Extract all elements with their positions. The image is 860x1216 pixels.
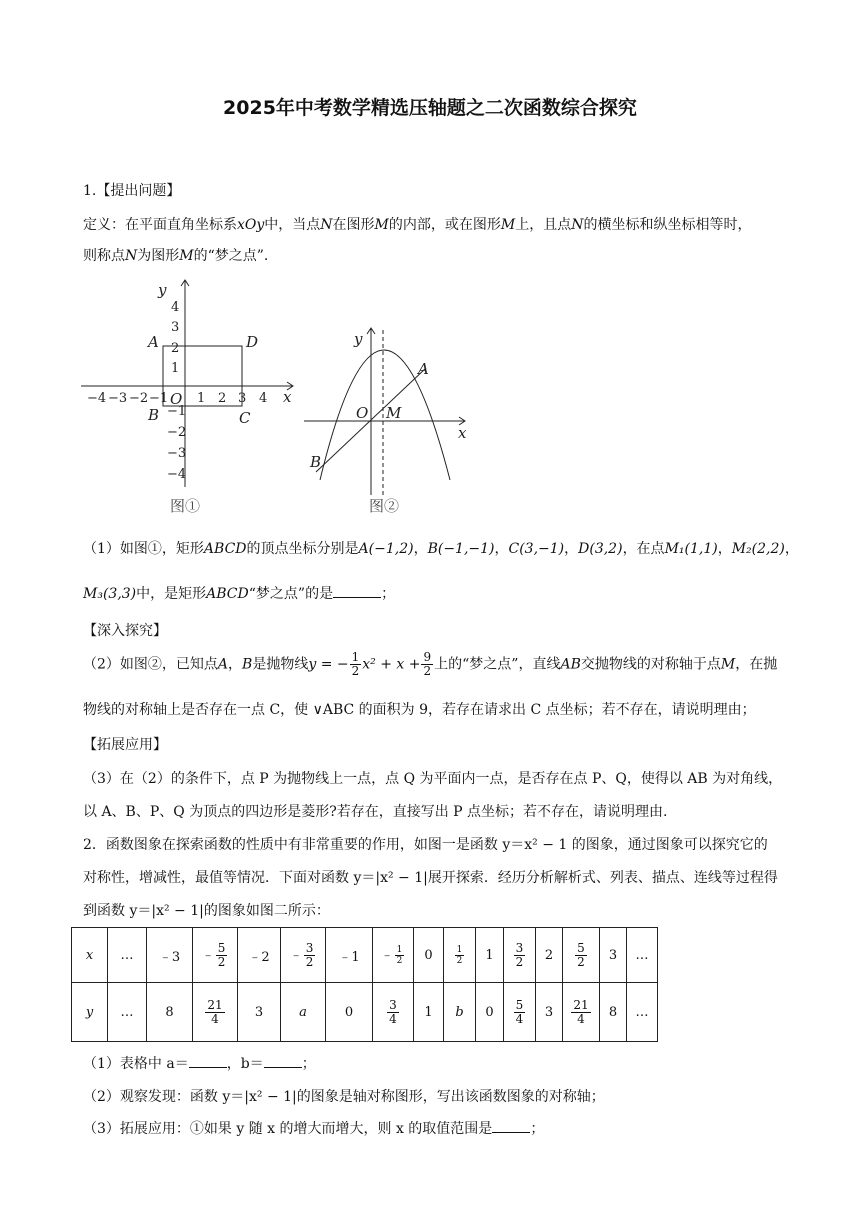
y-tick: 3 bbox=[171, 320, 180, 335]
origin-label: O bbox=[170, 390, 183, 408]
q2-line2: 对称性，增减性，最值等情况．下面对函数 y＝|x² − 1|展开探索．经历分析解析式、列表、描点、连线等过程得 bbox=[83, 870, 778, 886]
q2-sub1: （1）表格中 a＝ ，b＝ ； bbox=[83, 1056, 316, 1072]
y-tick: −4 bbox=[167, 467, 187, 482]
table-y-cell: 8 bbox=[147, 983, 193, 1042]
figure-1-coordinate-grid bbox=[78, 275, 308, 515]
table-y-cell: … bbox=[108, 983, 147, 1042]
table-x-cell: 3 bbox=[600, 928, 627, 983]
q1-definition-line1: 定义：在平面直角坐标系xOy中，当点N在图形M的内部，或在图形M上，且点N的横坐标和纵坐标相等时， bbox=[83, 217, 752, 233]
x-axis-label: x bbox=[283, 388, 292, 406]
table-x-cell: $\frac{3}{2}$ bbox=[504, 928, 536, 983]
fig2-y-label: y bbox=[354, 330, 363, 348]
extend-apply-heading: 【拓展应用】 bbox=[83, 737, 167, 753]
x-tick: −4 bbox=[87, 391, 107, 406]
table-y-cell: 3 bbox=[238, 983, 281, 1042]
figure-1-caption: 图① bbox=[170, 497, 201, 515]
table-y-cell: $\frac{5}{4}$ bbox=[504, 983, 536, 1042]
table-x-cell: $\frac{5}{2}$ bbox=[563, 928, 600, 983]
q1-part1-line1: （1）如图①，矩形ABCD的顶点坐标分别是A(−1,2)，B(−1,−1)，C(3,−1)，D(3,2)，在点M₁(1,1)，M₂(2,2)， bbox=[83, 541, 799, 557]
fig2-origin-label: O bbox=[356, 404, 369, 422]
q1-part2-line2: 物线的对称轴上是否存在一点 C，使 ∨ABC 的面积为 9，若存在请求出 C 点坐标；若不存在，请说明理由； bbox=[83, 702, 756, 718]
table-y-cell: $\frac{21}{4}$ bbox=[193, 983, 238, 1042]
q1-heading: 1.【提出问题】 bbox=[83, 183, 181, 199]
fig2-x-label: x bbox=[458, 424, 467, 442]
table-x-cell: 2 bbox=[536, 928, 563, 983]
answer-blank[interactable] bbox=[333, 585, 381, 598]
table-x-cell: ﹣1 bbox=[326, 928, 373, 983]
fig2-point-m-label: M bbox=[386, 404, 402, 422]
q2-line3: 到函数 y＝|x² − 1|的图象如图二所示： bbox=[83, 903, 330, 919]
table-y-cell: 1 bbox=[414, 983, 444, 1042]
table-x-cell: … bbox=[108, 928, 147, 983]
deep-explore-heading: 【深入探究】 bbox=[83, 623, 167, 639]
answer-blank-a[interactable] bbox=[189, 1055, 227, 1068]
y-tick: −2 bbox=[167, 425, 187, 440]
table-x-cell: ﹣ $\frac{1}{2}$ bbox=[373, 928, 414, 983]
answer-blank-b[interactable] bbox=[264, 1055, 302, 1068]
table-x-cell: ﹣2 bbox=[238, 928, 281, 983]
table-y-head-cell: y bbox=[72, 983, 108, 1042]
x-tick: 2 bbox=[218, 391, 227, 406]
table-y-cell: 3 bbox=[536, 983, 563, 1042]
table-y-cell: $\frac{3}{4}$ bbox=[373, 983, 414, 1042]
y-tick: 2 bbox=[171, 341, 180, 356]
y-tick: 4 bbox=[171, 300, 180, 315]
table-y-cell: 0 bbox=[326, 983, 373, 1042]
x-tick: −3 bbox=[108, 391, 128, 406]
table-x-head-cell: x bbox=[72, 928, 108, 983]
fig2-point-a-label: A bbox=[418, 360, 429, 378]
table-x-cell: 1 bbox=[476, 928, 504, 983]
q2-line1: 2．函数图象在探索函数的性质中有非常重要的作用，如图一是函数 y＝x² − 1 的图象，通过图象可以探究它的 bbox=[83, 837, 768, 853]
table-y-cell: a bbox=[281, 983, 326, 1042]
q2-sub3: （3）拓展应用：①如果 y 随 x 的增大而增大，则 x 的取值范围是 ； bbox=[83, 1121, 545, 1137]
table-x-cell: ﹣ $\frac{3}{2}$ bbox=[281, 928, 326, 983]
xy-value-table bbox=[71, 927, 658, 1042]
table-row-x bbox=[72, 928, 658, 983]
q2-sub2: （2）观察发现：函数 y＝|x² − 1|的图象是轴对称图形，写出该函数图象的对称轴； bbox=[83, 1089, 605, 1105]
table-x-cell: 0 bbox=[414, 928, 444, 983]
x-tick: −1 bbox=[149, 391, 169, 406]
answer-blank-range[interactable] bbox=[492, 1120, 530, 1133]
q1-part3-line1: （3）在（2）的条件下，点 P 为抛物线上一点，点 Q 为平面内一点，是否存在点 P、Q，使得以 AB 为对角线， bbox=[83, 771, 783, 787]
point-label-a: A bbox=[148, 333, 159, 351]
table-x-cell: ﹣ $\frac{5}{2}$ bbox=[193, 928, 238, 983]
x-tick: 1 bbox=[197, 391, 206, 406]
point-label-b: B bbox=[148, 406, 160, 424]
y-tick: 1 bbox=[171, 361, 180, 376]
q1-part1-line2: M₃(3,3)中，是矩形ABCD“梦之点”的是 ； bbox=[83, 586, 396, 602]
y-axis-label: y bbox=[158, 281, 167, 299]
fig2-point-b-label: B bbox=[310, 453, 322, 471]
page-title: 2025年中考数学精选压轴题之二次函数综合探究 bbox=[223, 97, 637, 119]
q1-part3-line2: 以 A、B、P、Q 为顶点的四边形是菱形?若存在，直接写出 P 点坐标；若不存在，请说明理由. bbox=[83, 804, 668, 820]
figure-2-parabola bbox=[300, 320, 490, 520]
table-x-cell: ﹣3 bbox=[147, 928, 193, 983]
x-tick: 3 bbox=[238, 391, 247, 406]
y-tick: −3 bbox=[167, 446, 187, 461]
table-y-cell: 0 bbox=[476, 983, 504, 1042]
figure-2-caption: 图② bbox=[369, 497, 400, 515]
q1-definition-line2: 则称点N为图形M的“梦之点”. bbox=[83, 248, 269, 264]
table-row-y bbox=[72, 983, 658, 1042]
table-x-cell: $\frac{1}{2}$ bbox=[444, 928, 476, 983]
table-x-cell: … bbox=[627, 928, 658, 983]
y-tick: −1 bbox=[167, 404, 187, 419]
q1-part2-line1: （2）如图②，已知点A，B是抛物线y = − $\frac{1}{2}$ x² + x + $\frac{9}{2}$ 上的“梦之点”，直线AB交抛物线的对称轴于点M，在抛 bbox=[83, 650, 778, 678]
x-tick: −2 bbox=[129, 391, 149, 406]
x-tick: 4 bbox=[259, 391, 268, 406]
table-y-cell: $\frac{21}{4}$ bbox=[563, 983, 600, 1042]
point-label-d: D bbox=[246, 333, 259, 351]
table-y-cell: 8 bbox=[600, 983, 627, 1042]
point-label-c: C bbox=[239, 409, 251, 427]
table-y-cell: … bbox=[627, 983, 658, 1042]
table-y-cell: b bbox=[444, 983, 476, 1042]
